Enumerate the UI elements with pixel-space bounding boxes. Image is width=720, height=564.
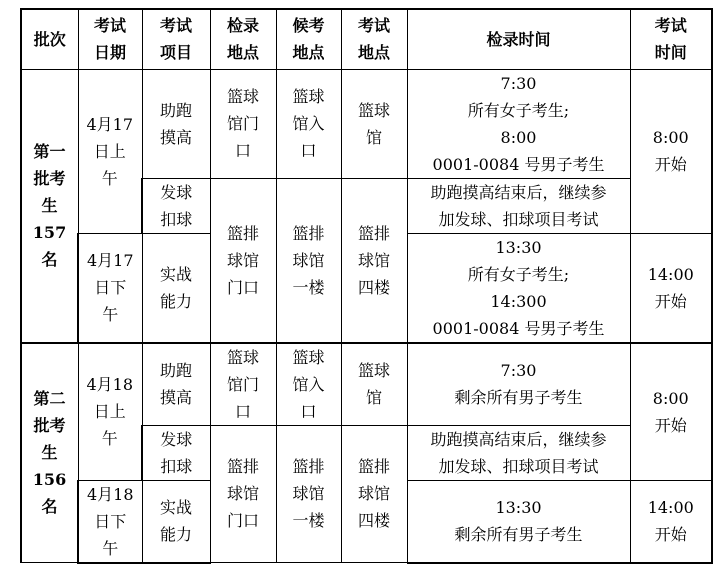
cell-line: 馆门 — [226, 374, 259, 394]
cell-line: 助跑 — [159, 100, 192, 120]
batch-2-item-serve — [142, 425, 210, 480]
batch-line: 批考 — [33, 416, 66, 436]
header-line: 考试 — [357, 16, 390, 36]
header-exam-place — [341, 9, 407, 69]
cell-line: 篮排 — [226, 457, 259, 477]
batch-2-check-place-2 — [210, 425, 276, 563]
cell-line: 口 — [234, 401, 251, 421]
table-row — [21, 69, 712, 178]
header-check-time-text: 检录时间 — [486, 29, 551, 49]
cell-line: 能力 — [159, 525, 192, 544]
batch-2-exam-place-1 — [341, 343, 407, 426]
cell-line: 发球 — [160, 429, 193, 449]
header-date — [78, 9, 142, 69]
batch-1-item-combat — [142, 233, 210, 343]
batch-2-date-pm — [78, 480, 142, 563]
cell-line: 发球 — [160, 182, 193, 202]
cell-line: 0001-0084 号男子考生 — [432, 154, 605, 174]
cell-line: 一楼 — [292, 277, 325, 297]
batch-1-exam-time-am — [630, 69, 712, 233]
batch-2-wait-place-1 — [276, 343, 341, 426]
batch-1-wait-place-1 — [276, 69, 341, 178]
cell-line: 球馆 — [292, 484, 325, 504]
cell-line: 14:00 — [647, 498, 694, 517]
batch-line: 生 — [41, 443, 58, 463]
cell-line: 所有女子考生; — [467, 100, 570, 120]
cell-line: 加发球、扣球项目考试 — [438, 456, 599, 476]
cell-line: 14:300 — [490, 291, 547, 311]
cell-line: 助跑 — [159, 361, 192, 380]
batch-1-check-place-1 — [210, 69, 276, 178]
cell-line: 午 — [102, 538, 119, 558]
batch-2-check-place-1 — [210, 343, 276, 426]
batch-line: 157 — [32, 223, 67, 242]
cell-line: 扣球 — [160, 209, 193, 229]
batch-line: 156 — [32, 470, 67, 490]
header-row — [21, 9, 712, 69]
cell-line: 开始 — [654, 525, 687, 544]
header-line: 地点 — [226, 43, 259, 63]
batch-1-exam-place-1 — [341, 69, 407, 178]
batch-1-item-serve — [142, 178, 210, 233]
cell-line: 馆 — [365, 388, 382, 407]
batch-2-check-time-pm — [407, 480, 630, 563]
cell-line: 篮球 — [357, 361, 390, 380]
cell-line: 开始 — [654, 155, 687, 174]
batch-line: 批考 — [33, 169, 66, 188]
cell-line: 门口 — [226, 277, 259, 297]
batch-line: 生 — [41, 196, 58, 215]
cell-line: 实战 — [159, 498, 192, 517]
cell-line: 午 — [101, 168, 118, 188]
header-line: 地点 — [292, 43, 325, 63]
cell-line: 球馆 — [357, 250, 390, 270]
cell-line: 午 — [102, 305, 119, 324]
cell-line: 球馆 — [292, 250, 325, 270]
header-line: 考试 — [93, 16, 126, 36]
cell-line: 篮排 — [292, 457, 325, 477]
cell-line: 4月17 — [86, 114, 134, 134]
batch-1-label — [21, 69, 78, 343]
batch-1-date-pm — [78, 233, 142, 343]
batch-2-item-jump — [142, 343, 210, 426]
cell-line: 四楼 — [357, 511, 390, 531]
cell-line: 口 — [300, 141, 317, 160]
header-wait-place — [276, 9, 341, 69]
batch-1-item-jump — [142, 69, 210, 178]
cell-line: 8:00 — [652, 128, 689, 147]
cell-line: 篮排 — [226, 223, 259, 243]
cell-line: 日上 — [93, 402, 126, 421]
header-line: 考试 — [159, 16, 192, 36]
cell-line: 14:00 — [647, 264, 694, 284]
cell-line: 0001-0084 号男子考生 — [432, 318, 605, 338]
batch-2-check-time-serve — [407, 425, 630, 480]
batch-line: 名 — [41, 250, 58, 269]
cell-line: 日下 — [94, 511, 127, 531]
cell-line: 馆 — [365, 127, 382, 147]
cell-line: 所有女子考生; — [467, 264, 570, 284]
cell-line: 摸高 — [159, 127, 192, 147]
cell-line: 8:00 — [500, 127, 537, 147]
header-exam-time — [630, 9, 712, 69]
cell-line: 剩余所有男子考生 — [454, 388, 583, 407]
batch-1-check-place-2 — [210, 178, 276, 343]
batch-1-check-time-pm — [407, 233, 630, 343]
cell-line: 口 — [300, 401, 317, 421]
cell-line: 13:30 — [495, 237, 542, 257]
cell-line: 助跑摸高结束后，继续参 — [430, 429, 607, 449]
batch-2-date-am — [78, 343, 142, 481]
header-line: 考试 — [654, 16, 687, 36]
cell-line: 球馆 — [226, 484, 259, 504]
cell-line: 馆入 — [292, 114, 325, 133]
batch-2-item-combat — [142, 480, 210, 563]
cell-line: 8:00 — [652, 388, 689, 408]
batch-line: 名 — [41, 497, 58, 517]
batch-line: 第二 — [33, 389, 66, 409]
batch-2-check-time-am — [407, 343, 630, 426]
cell-line: 篮排 — [357, 223, 390, 243]
cell-line: 4月17 — [86, 251, 134, 270]
cell-line: 篮球 — [357, 100, 390, 120]
batch-2-label — [21, 343, 78, 563]
batch-2-exam-time-pm — [630, 480, 712, 563]
header-check-time — [407, 9, 630, 69]
header-line: 日期 — [93, 43, 126, 63]
header-line: 检录 — [226, 16, 259, 36]
cell-line: 球馆 — [226, 250, 259, 270]
header-line: 时间 — [654, 43, 687, 63]
cell-line: 篮球 — [292, 347, 325, 367]
batch-1-exam-place-2 — [341, 178, 407, 343]
cell-line: 篮球 — [226, 87, 259, 106]
cell-line: 13:30 — [495, 498, 542, 517]
cell-line: 篮排 — [292, 223, 325, 243]
cell-line: 开始 — [654, 415, 687, 435]
batch-2-wait-place-2 — [276, 425, 341, 563]
cell-line: 日上 — [93, 141, 126, 161]
batch-1-date-am — [78, 69, 142, 233]
batch-1-check-time-serve — [407, 178, 630, 233]
cell-line: 午 — [101, 429, 118, 448]
cell-line: 四楼 — [357, 277, 390, 297]
cell-line: 7:30 — [500, 73, 537, 93]
cell-line: 一楼 — [292, 511, 325, 531]
header-line: 地点 — [357, 43, 390, 63]
batch-2-exam-place-2 — [341, 425, 407, 563]
cell-line: 馆入 — [292, 374, 325, 394]
cell-line: 摸高 — [159, 388, 192, 407]
cell-line: 篮球 — [292, 87, 325, 106]
cell-line: 口 — [234, 141, 251, 160]
cell-line: 实战 — [159, 264, 192, 284]
cell-line: 能力 — [159, 291, 192, 311]
cell-line: 4月18 — [86, 484, 134, 504]
header-batch — [21, 9, 78, 69]
cell-line: 日下 — [94, 278, 127, 297]
cell-line: 球馆 — [357, 484, 390, 504]
batch-1-exam-time-pm — [630, 233, 712, 343]
batch-2-exam-time-am — [630, 343, 712, 481]
cell-line: 7:30 — [500, 361, 537, 380]
cell-line: 篮球 — [226, 347, 259, 367]
cell-line: 馆门 — [226, 114, 259, 133]
header-batch-text: 批次 — [33, 29, 66, 49]
header-check-place — [210, 9, 276, 69]
exam-schedule-table — [20, 8, 713, 564]
batch-1-check-time-am — [407, 69, 630, 178]
header-line: 项目 — [159, 43, 192, 63]
cell-line: 门口 — [226, 511, 259, 531]
batch-1-wait-place-2 — [276, 178, 341, 343]
cell-line: 剩余所有男子考生 — [454, 525, 583, 544]
header-line: 候考 — [292, 16, 325, 36]
cell-line: 扣球 — [160, 456, 193, 476]
cell-line: 助跑摸高结束后，继续参 — [430, 182, 607, 202]
cell-line: 开始 — [654, 291, 687, 311]
cell-line: 篮排 — [357, 457, 390, 477]
batch-line: 第一 — [33, 142, 66, 161]
table-row — [21, 343, 712, 426]
cell-line: 加发球、扣球项目考试 — [438, 209, 599, 229]
header-item — [142, 9, 210, 69]
cell-line: 4月18 — [86, 375, 134, 394]
